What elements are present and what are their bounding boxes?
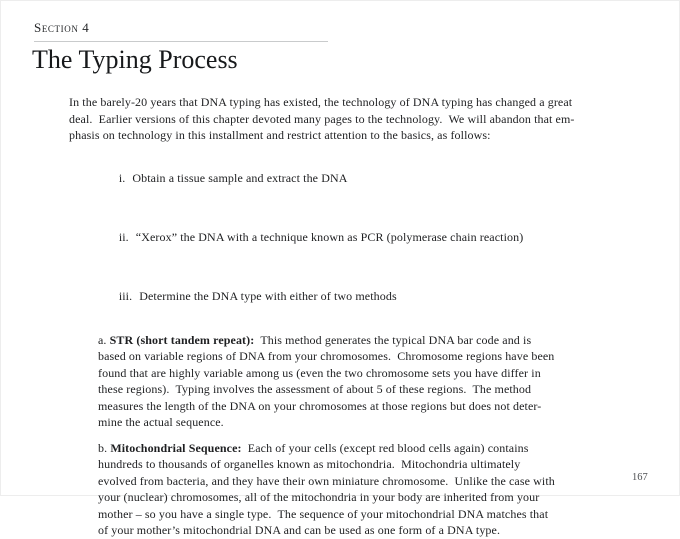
method-paragraph-str [98, 332, 621, 431]
list-item [94, 153, 621, 203]
steps-list [69, 153, 621, 321]
text-line: mine the actual sequence. [98, 415, 224, 429]
list-item [94, 271, 621, 321]
method-letter: b. [98, 440, 111, 455]
method-paragraph-mitochondrial [98, 440, 621, 539]
list-item-text: Determine the DNA type with either of two methods [139, 288, 397, 303]
text-line: evolved from bacteria, and they have their own miniature chromosome. Unlike the case with [98, 473, 555, 488]
text-line: In the barely-20 years that DNA typing has existed, the technology of DNA typing has changed a great [69, 95, 573, 109]
list-item-text: “Xerox” the DNA with a technique known as PCR (polymerase chain reaction) [135, 229, 524, 244]
method-heading: STR (short tandem repeat): [109, 332, 255, 347]
list-marker: ii. [118, 229, 129, 244]
section-label: Section 4 [34, 20, 90, 35]
text-line: these regions). Typing involves the assessment of about 5 of these regions. The method [98, 382, 532, 396]
text-line: found that are highly variable among us (even the two chromosome sets you have differ in [98, 365, 541, 380]
text-line: your (nuclear) chromosomes, all of the mitochondria in your body are inherited from your [98, 490, 540, 504]
method-heading: Mitochondrial Sequence: [110, 440, 242, 455]
text-line: mother – so you have a single type. The sequence of your mitochondrial DNA matches that [98, 506, 549, 521]
text-line: phasis on technology in this installment and restrict attention to the basics, as follows: [69, 128, 491, 142]
text-line: deal. Earlier versions of this chapter devoted many pages to the technology. We will abandon that em- [69, 111, 575, 126]
section-divider [34, 41, 328, 42]
text-line [98, 440, 621, 457]
text-line: of your mother’s mitochondrial DNA and can be used as one form of a DNA type. [98, 523, 501, 537]
page-body [69, 94, 621, 539]
page-title: The Typing Process [32, 45, 238, 74]
page-number: 167 [632, 472, 648, 483]
text-line: hundreds to thousands of organelles known as mitochondria. Mitochondria ultimately [98, 457, 521, 471]
text-line: based on variable regions of DNA from your chromosomes. Chromosome regions have been [98, 349, 555, 363]
method-line-rest: This method generates the typical DNA bar code and is [254, 332, 532, 347]
method-letter: a. [98, 332, 110, 347]
methods-section [69, 332, 621, 539]
list-item [94, 212, 621, 262]
list-marker: i. [118, 170, 126, 185]
list-item-text: Obtain a tissue sample and extract the DNA [132, 170, 348, 185]
method-line-rest: Each of your cells (except red blood cells again) contains [241, 440, 529, 455]
text-line: measures the length of the DNA on your chromosomes at those regions but does not deter- [98, 398, 542, 413]
text-line [98, 332, 621, 349]
intro-paragraph [69, 94, 621, 144]
list-marker: iii. [118, 288, 133, 303]
